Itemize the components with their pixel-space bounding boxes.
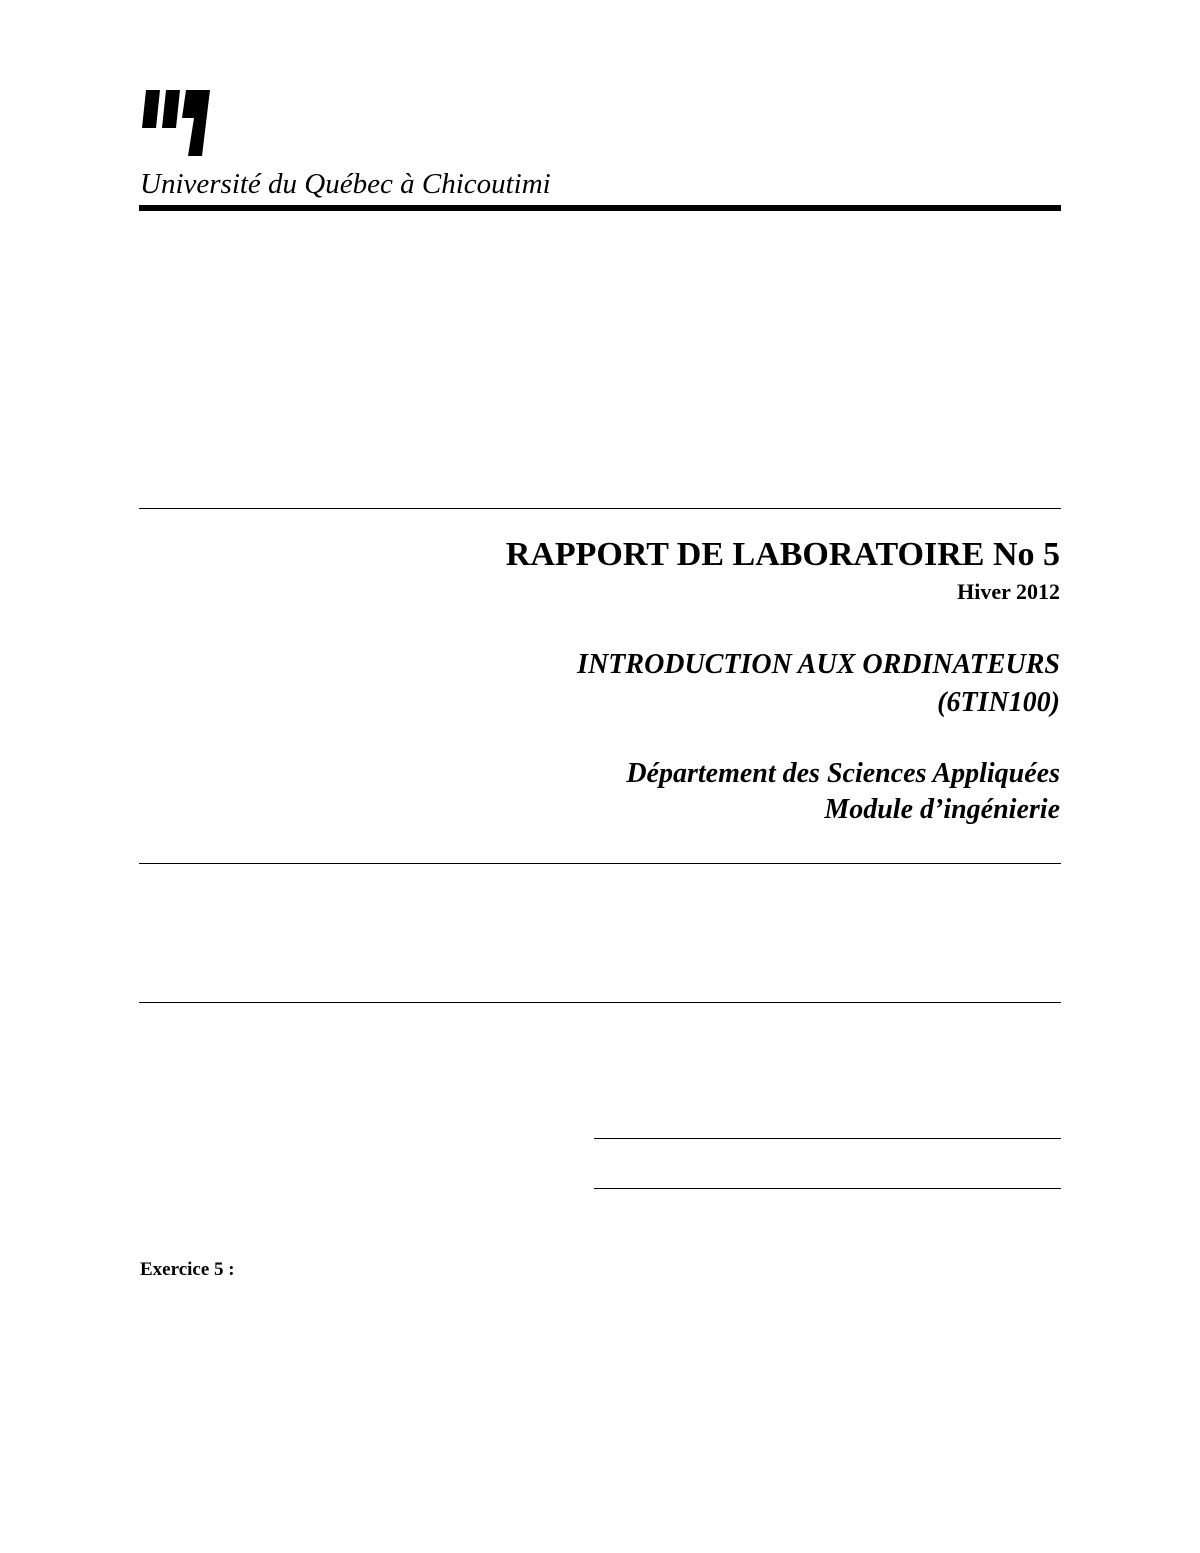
title-bottom-divider — [139, 863, 1061, 864]
university-logo — [140, 88, 212, 158]
header-divider — [139, 205, 1061, 211]
section-divider — [139, 1002, 1061, 1003]
module-name: Module d’ingénierie — [824, 794, 1060, 825]
signature-line-2 — [594, 1188, 1061, 1189]
report-title: RAPPORT DE LABORATOIRE No 5 — [505, 536, 1060, 573]
report-session: Hiver 2012 — [957, 579, 1060, 604]
title-top-divider — [139, 508, 1061, 509]
department-name: Département des Sciences Appliquées — [626, 758, 1060, 789]
exercise-label: Exercice 5 : — [140, 1259, 235, 1280]
signature-line-1 — [594, 1138, 1061, 1139]
course-title: INTRODUCTION AUX ORDINATEURS — [577, 649, 1060, 680]
university-name: Université du Québec à Chicoutimi — [140, 168, 551, 200]
course-code: (6TIN100) — [937, 687, 1060, 718]
